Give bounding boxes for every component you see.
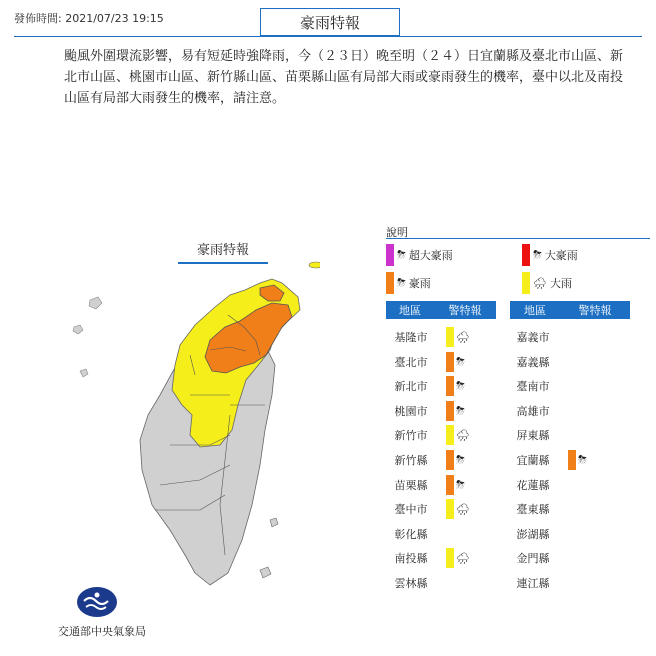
rain-icon: 🌧: [456, 330, 470, 344]
region-name: 臺中市: [394, 503, 428, 517]
level-color-bar: [446, 425, 454, 445]
region-row: [502, 547, 568, 569]
region-name: 澎湖縣: [516, 527, 550, 541]
region-row: [502, 351, 568, 373]
region-row: [502, 474, 568, 496]
legend-swatch: [522, 244, 530, 266]
region-row: [502, 375, 568, 397]
legend-swatch: [386, 272, 394, 294]
legend-extreme-torrential: [522, 244, 578, 266]
region-name: 雲林縣: [394, 577, 428, 590]
table-header-left: [386, 301, 496, 319]
green-island: [270, 518, 278, 527]
region-row: [502, 523, 568, 545]
region-row: [380, 572, 446, 594]
region-name: 金門縣: [516, 552, 550, 566]
region-row: [380, 326, 470, 348]
level-color-bar: [446, 327, 454, 347]
banner-divider: [14, 36, 642, 37]
rain-icon: 🌧: [533, 276, 547, 290]
legend-title: 說明: [386, 226, 408, 239]
level-color-bar: [446, 450, 454, 470]
issued-time: 發佈時間: 2021/07/23 19:15: [14, 12, 164, 25]
banner-title: 豪雨特報: [260, 8, 400, 36]
level-color-bar: [446, 548, 454, 568]
level-color-bar: [446, 499, 454, 519]
heavy-rain-icon: ⛈: [397, 276, 406, 289]
region-level: [446, 401, 465, 421]
region-level: [446, 376, 465, 396]
heavy-rain-icon: ⛈: [456, 354, 465, 368]
rain-icon: 🌧: [456, 502, 470, 516]
region-name: 新竹市: [394, 429, 428, 443]
cwb-logo: [76, 586, 118, 618]
region-row: [380, 474, 465, 496]
region-name: 臺南市: [516, 380, 550, 394]
region-row: [502, 498, 568, 520]
warning-description: 颱風外圍環流影響，易有短延時強降雨，今（２３日）晚至明（２４）日宜蘭縣及臺北市山區、新北市山區、桃園市山區、新竹縣山區、苗栗縣山區有局部大雨或豪雨發生的機率，臺中以北及南投山區有局部大雨發生的機率，請注意。: [64, 49, 624, 106]
legend-label: 豪雨: [408, 277, 431, 290]
region-level: [446, 499, 470, 519]
map-title: 豪雨特報: [178, 239, 268, 264]
region-name: 臺北市: [394, 355, 428, 369]
legend-swatch: [386, 244, 394, 266]
region-row: [380, 523, 446, 545]
level-color-bar: [446, 475, 454, 495]
region-level: [446, 327, 470, 347]
region-level: [446, 450, 465, 470]
region-name: 南投縣: [394, 552, 428, 566]
region-level: [446, 352, 465, 372]
region-name: 基隆市: [394, 331, 428, 344]
header-warning: 警特報: [448, 304, 482, 317]
region-row: [380, 400, 465, 422]
heavy-rain-icon: ⛈: [456, 453, 465, 466]
region-name: 花蓮縣: [516, 478, 550, 492]
region-row: [502, 326, 568, 348]
region-name: 臺東縣: [516, 503, 550, 517]
heavy-rain-icon: ⛈: [533, 248, 542, 261]
region-level: [446, 475, 465, 495]
region-row: [380, 424, 470, 446]
region-name: 新竹縣: [394, 454, 428, 467]
legend-label: 超大豪雨: [408, 249, 453, 262]
region-row: [380, 375, 465, 397]
heavy-rain-icon: ⛈: [456, 477, 465, 491]
penghu-islands: [73, 297, 102, 377]
region-row: [380, 498, 470, 520]
organization-name: 交通部中央氣象局: [58, 625, 146, 638]
region-name: 新北市: [394, 380, 428, 394]
legend-divider: [386, 238, 650, 239]
region-row: [502, 424, 568, 446]
heavy-rain-icon: ⛈: [578, 453, 587, 466]
region-name: 連江縣: [516, 577, 550, 590]
legend-swatch: [522, 272, 530, 294]
region-row: [502, 400, 568, 422]
region-row: [502, 572, 568, 594]
header-warning: 警特報: [578, 304, 612, 317]
legend-label: 大雨: [549, 277, 572, 290]
region-name: 宜蘭縣: [516, 454, 550, 467]
level-color-bar: [446, 376, 454, 396]
region-name: 嘉義市: [516, 331, 550, 344]
level-color-bar: [446, 401, 454, 421]
region-name: 屏東縣: [516, 429, 550, 443]
level-color-bar: [446, 352, 454, 372]
orchid-island: [260, 567, 271, 578]
table-header-right: [510, 301, 630, 319]
legend-label: 大豪雨: [544, 249, 578, 262]
heavy-rain-icon: ⛈: [456, 403, 465, 417]
legend-torrential: [386, 272, 431, 294]
region-level: [446, 425, 470, 445]
heavy-rain-icon: ⛈: [456, 379, 465, 393]
region-row: [380, 449, 465, 471]
region-level: [568, 450, 587, 470]
region-level: [446, 548, 470, 568]
region-row: [380, 351, 465, 373]
region-name: 高雄市: [516, 404, 550, 418]
guishan-islet: [309, 262, 320, 268]
region-name: 彰化縣: [394, 527, 428, 541]
region-name: 苗栗縣: [394, 478, 428, 492]
legend-heavy-rain: [522, 272, 572, 294]
rain-icon: 🌧: [456, 551, 470, 565]
header-region: 地區: [399, 304, 421, 317]
region-row: [380, 547, 470, 569]
rain-icon: 🌧: [456, 428, 470, 442]
heavy-rain-icon: ⛈: [397, 248, 406, 261]
taiwan-map: [60, 255, 320, 595]
region-name: 桃園市: [394, 404, 428, 418]
region-row: [502, 449, 587, 471]
region-name: 嘉義縣: [516, 355, 550, 369]
legend-super-torrential: [386, 244, 453, 266]
header-region: 地區: [524, 304, 546, 317]
level-color-bar: [568, 450, 576, 470]
